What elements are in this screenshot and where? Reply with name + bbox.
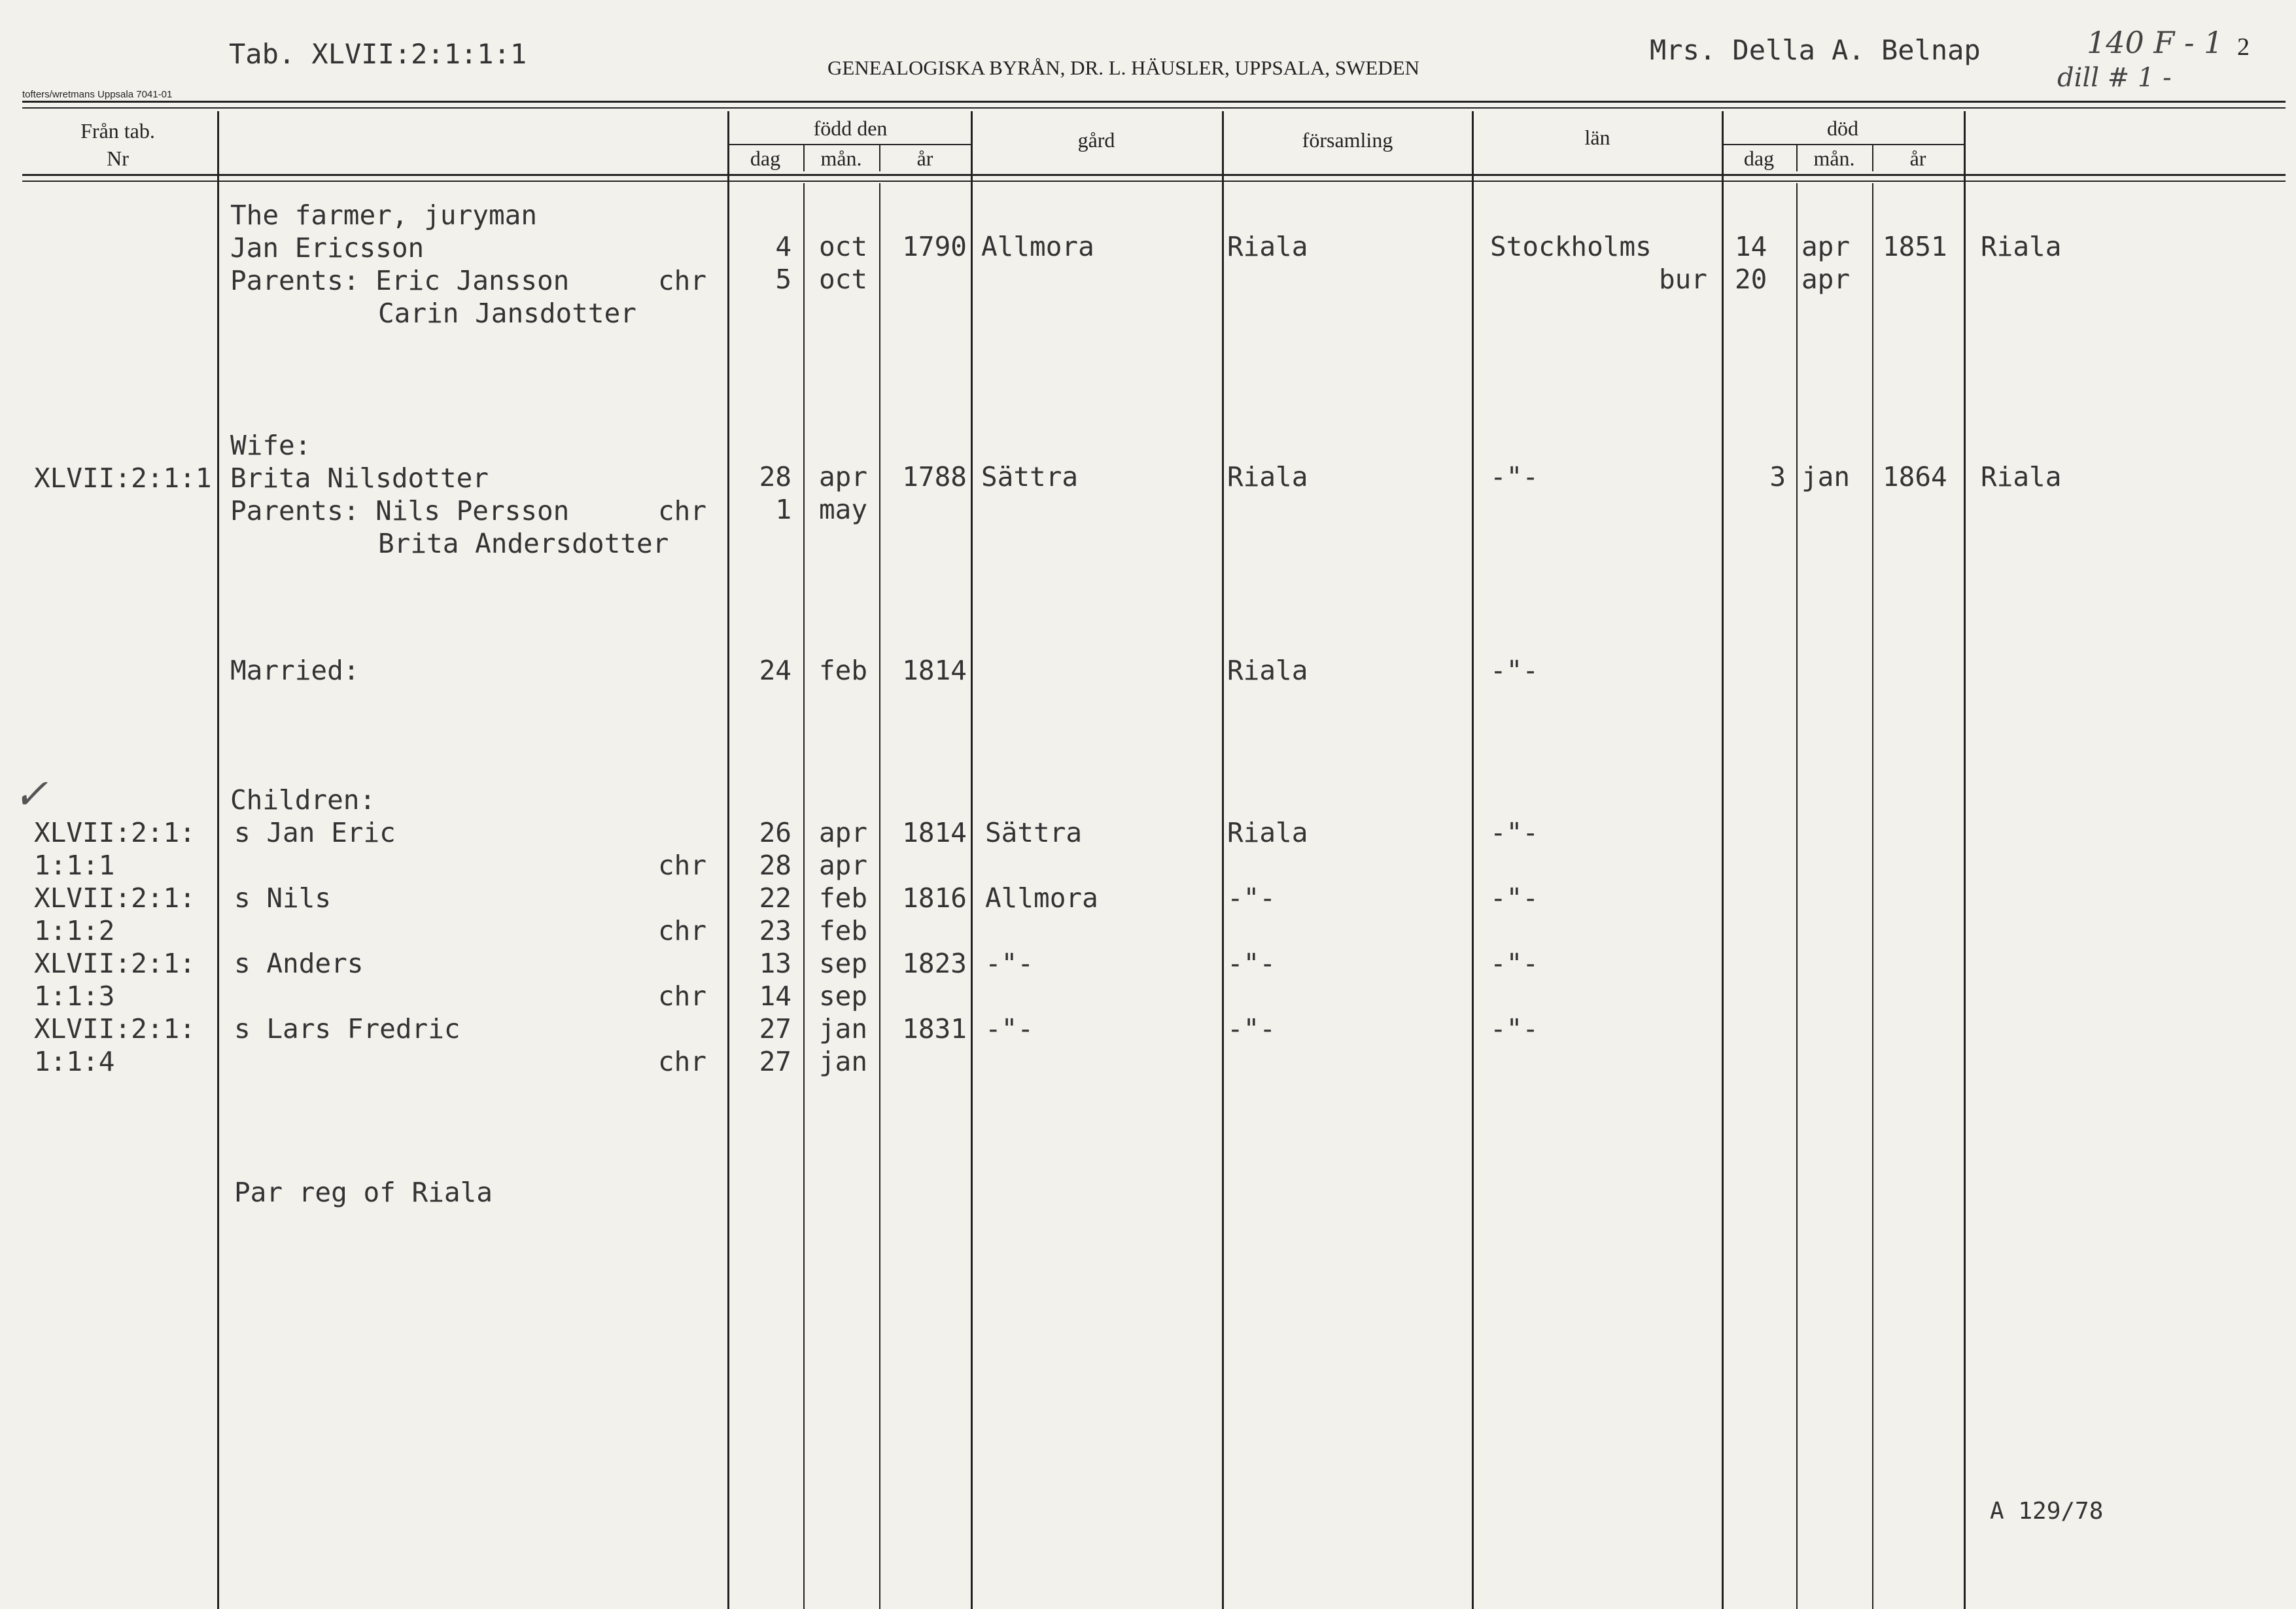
top-rule-1 [22, 101, 2286, 103]
col-dod-ar: år [1909, 147, 1926, 170]
footer-ref: A 129/78 [1990, 1498, 2104, 1525]
vline-nr [217, 111, 219, 1609]
child-name: s Anders [234, 948, 364, 979]
tab-label: Tab. XLVII:2:1:1:1 [229, 38, 527, 70]
wife-death-day: 3 [1769, 461, 1786, 493]
child-county: -"- [1490, 817, 1539, 848]
tick-1 [803, 145, 805, 171]
child-ref-2: 1:1:1 [34, 850, 115, 881]
bureau-name: GENEALOGISKA BYRÅN, DR. L. HÄUSLER, UPPSALA, SWEDEN [827, 56, 1420, 79]
child-birth-month: sep [819, 948, 868, 979]
dod-sub-rule [1722, 144, 1964, 145]
child-chr-label: chr [658, 980, 707, 1012]
col-dod-dag: dag [1743, 147, 1775, 170]
child-chr-label: chr [658, 850, 707, 881]
wife-parents: Parents: Nils Persson [230, 495, 570, 527]
wife-label: Wife: [230, 430, 311, 461]
wife-death-month: jan [1801, 461, 1851, 493]
marriage-parish: Riala [1227, 655, 1308, 686]
husband-bur-month: apr [1801, 264, 1851, 295]
printer-line: tofters/wretmans Uppsala 7041-01 [22, 89, 173, 100]
child-birth-month: apr [819, 817, 868, 848]
child-birth-year: 1816 [902, 882, 967, 914]
husband-parish: Riala [1227, 231, 1308, 262]
child-chr-label: chr [658, 1046, 707, 1077]
child-parish: -"- [1227, 1013, 1276, 1045]
husband-mother: Carin Jansdotter [378, 298, 636, 329]
child-chr-month: feb [819, 915, 868, 946]
child-parish: Riala [1227, 817, 1308, 848]
child-ref-2: 1:1:3 [34, 980, 115, 1012]
child-chr-month: sep [819, 980, 868, 1012]
child-farm: -"- [985, 1013, 1034, 1045]
marriage-label: Married: [230, 655, 360, 686]
top-rule-2 [22, 107, 2286, 109]
husband-birth-day: 4 [775, 231, 791, 262]
child-ref-2: 1:1:4 [34, 1046, 115, 1077]
tick-3 [1796, 145, 1798, 171]
child-birth-day: 13 [759, 948, 791, 979]
child-birth-month: feb [819, 882, 868, 914]
col-dod-man: mån. [1813, 147, 1855, 170]
child-chr-day: 27 [759, 1046, 791, 1077]
marriage-month: feb [819, 655, 868, 686]
wife-mother: Brita Andersdotter [378, 528, 669, 559]
child-birth-day: 27 [759, 1013, 791, 1045]
vline-gard [1222, 111, 1224, 1609]
husband-death-month: apr [1801, 231, 1851, 262]
husband-death-day: 14 [1735, 231, 1767, 262]
fodd-sub-rule [727, 144, 971, 145]
wife-death-place: Riala [1981, 461, 2062, 493]
wife-parish: Riala [1227, 461, 1308, 493]
source-note: Par reg of Riala [234, 1177, 493, 1208]
col-forsamling: församling [1302, 128, 1393, 152]
wife-chr-month: may [819, 494, 868, 525]
vline-man [879, 183, 880, 1609]
vline-dod-dag [1796, 183, 1798, 1609]
vline-dod-ar [1964, 111, 1966, 1609]
child-birth-day: 26 [759, 817, 791, 848]
handwritten-ref-2: dill # 1 - [2057, 63, 2172, 93]
wife-birth-day: 28 [759, 461, 791, 493]
vline-lan [1722, 111, 1724, 1609]
child-ref-1: XLVII:2:1: [34, 817, 196, 848]
child-chr-month: apr [819, 850, 868, 881]
children-label: Children: [230, 784, 376, 816]
child-name: s Nils [234, 882, 332, 914]
husband-county: Stockholms [1490, 231, 1652, 262]
child-chr-day: 14 [759, 980, 791, 1012]
husband-bur-label: bur [1658, 264, 1707, 295]
col-ar: år [916, 147, 933, 170]
marriage-day: 24 [759, 655, 791, 686]
child-birth-year: 1831 [902, 1013, 967, 1045]
page-number: 2 [2237, 33, 2250, 61]
child-county: -"- [1490, 948, 1539, 979]
husband-parents: Parents: Eric Jansson [230, 265, 570, 296]
child-birth-year: 1814 [902, 817, 967, 848]
col-lan: län [1584, 126, 1610, 149]
child-county: -"- [1490, 882, 1539, 914]
husband-name: Jan Ericsson [230, 232, 425, 264]
child-ref-2: 1:1:2 [34, 915, 115, 946]
handwritten-ref-1: 140 F - 1 [2087, 25, 2223, 60]
wife-birth-month: apr [819, 461, 868, 493]
child-chr-day: 23 [759, 915, 791, 946]
child-farm: Allmora [985, 882, 1098, 914]
checkmark-icon: ✓ [13, 770, 48, 819]
header-rule-1 [22, 174, 2286, 176]
child-birth-month: jan [819, 1013, 868, 1045]
child-parish: -"- [1227, 882, 1276, 914]
col-nr: Nr [107, 147, 129, 170]
husband-chr-month: oct [819, 264, 868, 295]
child-chr-label: chr [658, 915, 707, 946]
marriage-year: 1814 [902, 655, 967, 686]
child-name: s Lars Fredric [234, 1013, 461, 1045]
wife-chr-day: 1 [775, 494, 791, 525]
child-birth-year: 1823 [902, 948, 967, 979]
child-farm: -"- [985, 948, 1034, 979]
vline-forsamling [1472, 111, 1474, 1609]
husband-death-place: Riala [1981, 231, 2062, 262]
tick-2 [879, 145, 880, 171]
vline-ar [971, 111, 973, 1609]
child-ref-1: XLVII:2:1: [34, 882, 196, 914]
client-name: Mrs. Della A. Belnap [1650, 34, 1981, 66]
tick-4 [1872, 145, 1873, 171]
husband-birth-year: 1790 [902, 231, 967, 262]
header-rule-2 [22, 181, 2286, 182]
child-parish: -"- [1227, 948, 1276, 979]
col-man: mån. [820, 147, 862, 170]
vline-dag [803, 183, 805, 1609]
child-chr-month: jan [819, 1046, 868, 1077]
vline-dod-man [1872, 183, 1873, 1609]
wife-name: Brita Nilsdotter [230, 462, 489, 494]
marriage-county: -"- [1490, 655, 1539, 686]
col-dag: dag [750, 147, 781, 170]
husband-chr-label: chr [658, 265, 707, 296]
col-fran-tab: Från tab. [80, 119, 155, 143]
col-dod: död [1827, 116, 1858, 140]
col-gard: gård [1077, 128, 1115, 152]
husband-birth-month: oct [819, 231, 868, 262]
child-chr-day: 28 [759, 850, 791, 881]
child-ref-1: XLVII:2:1: [34, 948, 196, 979]
child-name: s Jan Eric [234, 817, 396, 848]
child-county: -"- [1490, 1013, 1539, 1045]
husband-death-year: 1851 [1883, 231, 1947, 262]
wife-farm: Sättra [981, 461, 1079, 493]
husband-bur-day: 20 [1735, 264, 1767, 295]
col-fodd-den: född den [813, 116, 888, 140]
child-farm: Sättra [985, 817, 1083, 848]
wife-chr-label: chr [658, 495, 707, 527]
husband-title: The farmer, juryman [230, 199, 537, 231]
child-birth-day: 22 [759, 882, 791, 914]
wife-birth-year: 1788 [902, 461, 967, 493]
husband-farm: Allmora [981, 231, 1094, 262]
wife-from-tab: XLVII:2:1:1 [34, 462, 212, 494]
wife-county: -"- [1490, 461, 1539, 493]
vline-name [727, 111, 729, 1609]
husband-chr-day: 5 [775, 264, 791, 295]
child-ref-1: XLVII:2:1: [34, 1013, 196, 1045]
wife-death-year: 1864 [1883, 461, 1947, 493]
